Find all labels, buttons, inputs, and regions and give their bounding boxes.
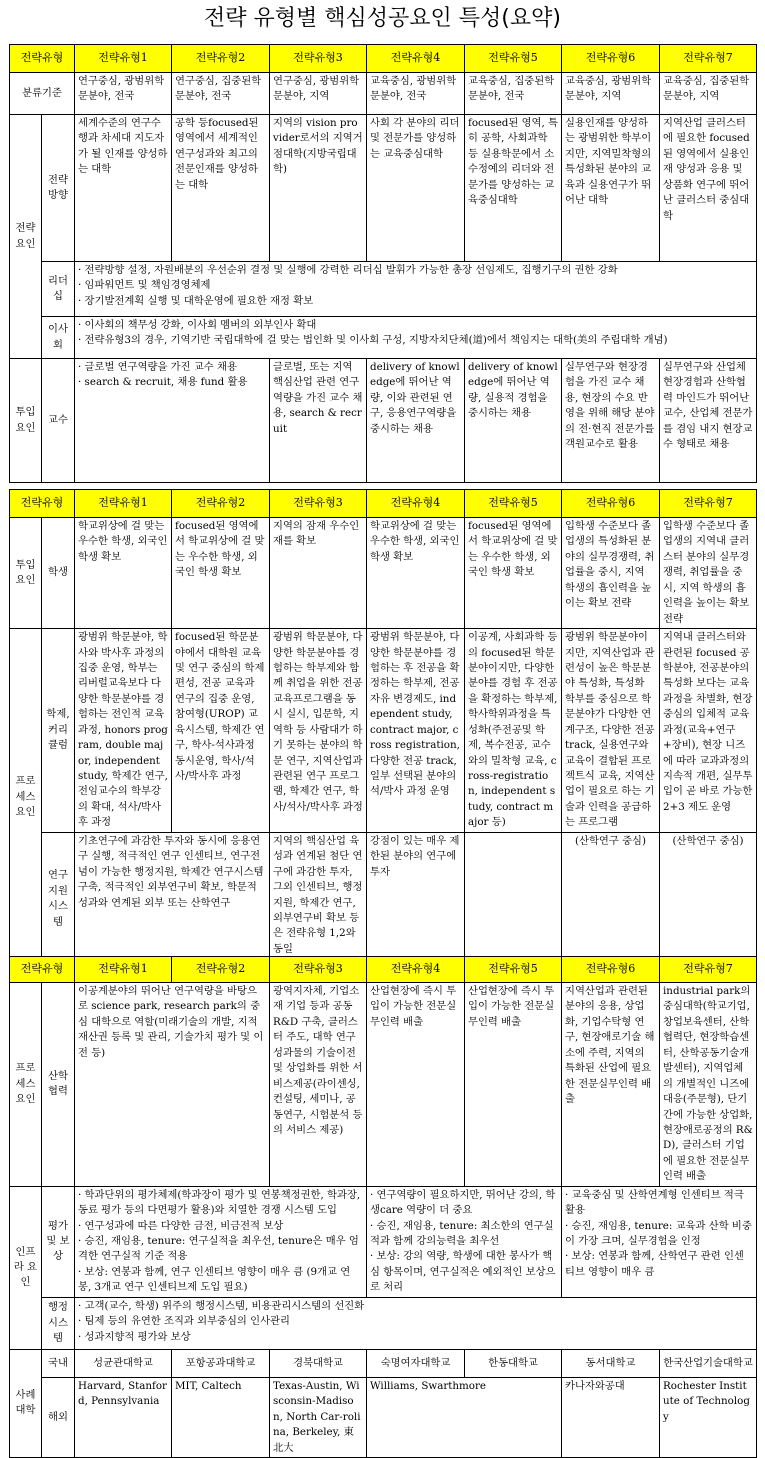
domestic-cell: 한동대학교	[465, 1349, 562, 1377]
page-title: 전략 유형별 핵심성공요인 특성(요약)	[204, 6, 561, 31]
foreign-cell: Williams, Swarthmore	[367, 1377, 562, 1457]
student-cell: focused된 영역에서 학교위상에 걸 맞는 우수한 학생, 외국인 학생 확보	[465, 518, 562, 629]
foreign-label: 해외	[42, 1377, 75, 1457]
classify-cell: 연구중심, 광범위학문분야, 전국	[75, 73, 172, 115]
classify-label: 분류기준	[10, 73, 75, 115]
indcoop-cell: 지역산업과 관련된 분야의 응용, 상업화, 기업수탁형 연구, 현장애로기술 해소에 주력, 지역의 특화된 산업에 필요한 전문실무인력 배출	[562, 983, 660, 1187]
domestic-cell: 경북대학교	[270, 1349, 367, 1377]
faculty-label: 교수	[42, 359, 75, 483]
research-cell: (산학연구 중심)	[562, 832, 660, 966]
direction-cell: 실용인재를 양성하는 광범위한 학부이지만, 지역밀착형의 특성화된 분야의 교육과 실용연구가 뛰어난 대학	[562, 115, 660, 262]
classify-cell: 교육중심, 집중된학문분야, 전국	[465, 73, 562, 115]
direction-cell: 공학 등focused된 영역에서 세계적인 연구성과와 최고의 전문인재를 양성하는 대학	[172, 115, 270, 262]
header-type-1: 전략유형1	[75, 45, 172, 73]
header-type-7: 전략유형7	[660, 45, 757, 73]
header-type-5: 전략유형5	[465, 490, 562, 518]
eval-cell-123: · 학과단위의 평가체제(학과장이 평가 및 연봉책정권한, 학과장, 동료 평가 등의 다면평가 활용)와 치열한 경쟁 시스템 도입 · 연구성과에 따른 다양한 금전, 비금전적 보상 · 승진, 재임용, tenure: 연구실적을 최우선, tenure은 매우 엄격한 연구실적 기준 적용 · 보상: 연봉과 함께, 연구 인센티브 영향이 매우 큼 (9개교 연봉, 3개교 연구 인센티브제 도입 필요)	[75, 1186, 367, 1297]
research-cell: 강점이 있는 매우 제한된 분야의 연구에 투자	[367, 832, 465, 966]
direction-cell: 지역의 vision provider로서의 지역거점대학(지방국립대학)	[270, 115, 367, 262]
header-type-2: 전략유형2	[172, 45, 270, 73]
student-cell: 학교위상에 걸 맞는 우수한 학생, 외국인 학생 확보	[367, 518, 465, 629]
header-type-5: 전략유형5	[465, 45, 562, 73]
curriculum-label: 학제, 커리큘럼	[42, 629, 75, 833]
direction-cell: 사회 각 분야의 리더 및 전문가를 양성하는 교육중심대학	[367, 115, 465, 262]
header-type-3: 전략유형3	[270, 957, 367, 983]
faculty-cell: delivery of knowledge에 뛰어난 역량, 이와 관련된 연구, 응용연구역량을 중시하는 채용	[367, 359, 465, 483]
process-factor-label: 프로세스 요인	[10, 983, 42, 1187]
header-type-4: 전략유형4	[367, 490, 465, 518]
direction-label: 전략 방향	[42, 115, 75, 262]
header-type-3: 전략유형3	[270, 490, 367, 518]
leadership-cell: · 전략방향 설정, 자원배분의 우선순위 결정 및 실행에 강력한 리더십 발휘가 가능한 총장 선임제도, 집행기구의 권한 강화 · 임파워먼트 및 책임경영체제 · 장기발전계획 실행 및 대학운영에 필요한 재정 확보	[75, 262, 757, 317]
student-cell: 학교위상에 걸 맞는 우수한 학생, 외국인 학생 확보	[75, 518, 172, 629]
section-strategy-table	[9, 44, 757, 483]
header-type-6: 전략유형6	[562, 45, 660, 73]
indcoop-cell-12: 이공계분야의 뛰어난 연구역량을 바탕으로 science park, research park의 중심 대학으로 역할(미래기술의 개발, 지적재산권 등록 및 관리, 기술가치 평가 및 이전 등)	[75, 983, 270, 1187]
eval-cell-67: · 교육중심 및 산학연계형 인센티브 적극 활용 · 승진, 재임용, tenure: 교육과 산학 비중이 가장 크며, 실무경험을 인정 · 보상: 연봉과 함께, 산학연구 관련 인센티브 영향이 매우 큼	[562, 1186, 757, 1297]
research-cell: (산학연구 중심)	[660, 832, 757, 966]
header-strategy: 전략유형	[10, 957, 75, 983]
classify-cell: 교육중심, 집중된학문분야, 지역	[660, 73, 757, 115]
case-label: 사례 대학	[10, 1349, 42, 1457]
faculty-cell: delivery of knowledge에 뛰어난 역량, 실용적 경험을 중시하는 채용	[465, 359, 562, 483]
research-cell-12: 기초연구에 과감한 투자와 동시에 응용연구 실행, 적극적인 연구 인센티브, 연구전념이 가능한 행정지원, 학제간 연구시스템 구축, 적극적인 외부연구비 확보, 학문적 성과와 연계된 외부 또는 산학연구	[75, 832, 270, 966]
student-cell: focused된 영역에서 학교위상에 걸 맞는 우수한 학생, 외국인 학생 확보	[172, 518, 270, 629]
curriculum-cell: 광범위 학문분야, 학사와 박사후 과정의 집중 운영, 학부는 리버럴교육보다 다양한 학문분야를 경험하는 전인적 교육과정, honors program, double major, independent study, 학제간 연구, 전임교수의 학부강의 확대, 석사/박사후 과정	[75, 629, 172, 833]
input-factor-label: 투입 요인	[10, 518, 42, 629]
domestic-cell: 동서대학교	[562, 1349, 660, 1377]
student-cell: 입학생 수준보다 졸업생의 특성화된 분야의 실무경쟁력, 취업률을 중시, 지역 학생의 흡인력을 높이는 확보 전략	[562, 518, 660, 629]
student-label: 학생	[42, 518, 75, 629]
process-factor-label: 프로세스 요인	[10, 629, 42, 967]
indcoop-cell: 산업현장에 즉시 투입이 가능한 전문실무인력 배출	[367, 983, 465, 1187]
curriculum-cell: 지역내 클러스터와 관련된 focused 공학분야, 전공분야의 특성화 보다는 교육과정을 차별화, 현장중심의 입체적 교육과정(교육+연구+장비), 현장 니즈에 따라 교과과정의 지속적 개편, 실무투입이 곧 바로 가능한 2+3 제도 운영	[660, 629, 757, 833]
domestic-cell: 성균관대학교	[75, 1349, 172, 1377]
faculty-cell: 실무연구와 산업체 현장경험과 산학협력 마인드가 뛰어난 교수, 산업체 전문가를 겸임 내지 현장교수 형태로 채용	[660, 359, 757, 483]
research-cell: 지역의 핵심산업 육성과 연계된 첨단 연구에 과감한 투자, 그외 인센티브, 행정지원, 학제간 연구, 외부연구비 확보 등은 전략유형 1,2와 동일	[270, 832, 367, 966]
header-type-1: 전략유형1	[75, 490, 172, 518]
student-cell: 지역의 잠재 우수인재를 확보	[270, 518, 367, 629]
section-infra-table	[9, 956, 757, 1458]
research-label: 연구 지원 시스템	[42, 832, 75, 966]
foreign-cell: Harvard, Stanford, Pennsylvania	[75, 1377, 172, 1457]
faculty-cell: 글로벌, 또는 지역 핵심산업 관련 연구역량을 가진 교수 채용, search & recruit	[270, 359, 367, 483]
header-type-4: 전략유형4	[367, 957, 465, 983]
eval-label: 평가 및 보상	[42, 1186, 75, 1297]
domestic-cell: 포항공과대학교	[172, 1349, 270, 1377]
admin-cell: · 고객(교수, 학생) 위주의 행정시스템, 비용관리시스템의 선진화 · 팀제 등의 유연한 조직과 외부중심의 인사관리 · 성과지향적 평가와 보상	[75, 1297, 757, 1349]
domestic-label: 국내	[42, 1349, 75, 1377]
direction-cell: focused된 영역, 특히 공학, 사회과학 등 실용학문에서 소수정예의 리더와 전문가를 양성하는 교육중심대학	[465, 115, 562, 262]
research-cell	[465, 832, 562, 966]
curriculum-cell: 광범위 학문분야이지만, 지역산업과 관련성이 높은 학문분야 특성화, 특성화 학부를 중심으로 학문분야가 다양한 연계구조, 다양한 전공 track, 실용연구와 교육이 결합된 프로젝트식 교육, 지역산업이 필요로 하는 기술과 인력을 공급하는 프로그램	[562, 629, 660, 833]
indcoop-cell: 산업현장에 즉시 투입이 가능한 전문실무인력 배출	[465, 983, 562, 1187]
faculty-cell-12: · 글로벌 연구역량을 가진 교수 채용 · search & recruit, 채용 fund 활용	[75, 359, 270, 483]
header-type-3: 전략유형3	[270, 45, 367, 73]
classify-cell: 교육중심, 광범위학문분야, 지역	[562, 73, 660, 115]
curriculum-cell: focused된 학문분야에서 대학원 교육 및 연구 중심의 학제 편성, 전공 교육과 연구의 집중 운영, 참여형(UROP) 교육시스템, 학제간 연구, 학사-석사과정 동시운영, 학사/석사/박사후 과정	[172, 629, 270, 833]
header-type-6: 전략유형6	[562, 957, 660, 983]
header-type-5: 전략유형5	[465, 957, 562, 983]
header-type-1: 전략유형1	[75, 957, 172, 983]
section-process-table	[9, 489, 757, 967]
admin-label: 행정 시스템	[42, 1297, 75, 1349]
indcoop-cell: 광역지자체, 기업소재 기업 등과 공동 R&D 구축, 클러스터 주도, 대학 연구성과물의 기술이전 및 상업화를 위한 서비스제공(라이센싱, 컨설팅, 세미나, 공동연구, 시험분석 등의 서비스 제공)	[270, 983, 367, 1187]
foreign-cell: 카나자와공대	[562, 1377, 660, 1457]
domestic-cell: 숙명여자대학교	[367, 1349, 465, 1377]
direction-cell: 세계수준의 연구수행과 차세대 지도자가 될 인재를 양성하는 대학	[75, 115, 172, 262]
classify-cell: 연구중심, 광범위학문분야, 지역	[270, 73, 367, 115]
infra-factor-label: 인프라 요인	[10, 1186, 42, 1349]
header-strategy: 전략유형	[10, 490, 75, 518]
header-type-7: 전략유형7	[660, 957, 757, 983]
header-type-7: 전략유형7	[660, 490, 757, 518]
indcoop-label: 산학 협력	[42, 983, 75, 1187]
curriculum-cell: 광범위 학문분야, 다양한 학문분야를 경험하는 후 전공을 확정하는 학부제, 전공자유 변경제도, independent study, contract major, cross registration, 다양한 전공 track, 일부 선택된 분야의 석/박사 과정 운영	[367, 629, 465, 833]
classify-cell: 교육중심, 광범위학문분야, 전국	[367, 73, 465, 115]
header-type-2: 전략유형2	[172, 957, 270, 983]
header-strategy: 전략유형	[10, 45, 75, 73]
board-cell: · 이사회의 책무성 강화, 이사회 멤버의 외부인사 확대 · 전략유형3의 경우, 기역기반 국립대학에 걸 맞는 법인화 및 이사회 구성, 지방자치단체(道)에서 책임지는 대학(美의 주립대학 개념)	[75, 317, 757, 359]
curriculum-cell: 이공계, 사회과학 등의 focused된 학문분야이지만, 다양한 분야를 경험 후 전공을 확정하는 학부제, 학사학위과정을 특성화(주전공및 학제, 복수전공, 교수와의 밀착형 교육, cross-registration, independent study, contract major 등)	[465, 629, 562, 833]
board-label: 이사회	[42, 317, 75, 359]
classify-cell: 연구중심, 집중된학문분야, 전국	[172, 73, 270, 115]
header-type-4: 전략유형4	[367, 45, 465, 73]
curriculum-cell: 광범위 학문분야, 다양한 학문분야를 경험하는 학부제와 함께 취업을 위한 전공 교육프로그램을 동시 실시, 입문학, 지역학 등 사람대가 하기 못하는 분야의 학문 연구, 지역산업과 관련된 연구 프로그램, 학제간 연구, 학사/석사/박사후 과정	[270, 629, 367, 833]
domestic-cell: 한국산업기술대학교	[660, 1349, 757, 1377]
student-cell: 입학생 수준보다 졸업생의 지역내 클러스터 분야의 실무경쟁력, 취업률을 중시, 지역 학생의 흡인력을 높이는 확보 전략	[660, 518, 757, 629]
header-type-6: 전략유형6	[562, 490, 660, 518]
eval-cell-45: · 연구역량이 필요하지만, 뛰어난 강의, 학생care 역량이 더 중요 · 승진, 재임용, tenure: 최소한의 연구실적과 함께 강의능력을 최우선 · 보상: 강의 역량, 학생에 대한 봉사가 핵심 항목이며, 연구실적은 예외적인 보상으로 처리	[367, 1186, 562, 1297]
foreign-cell: Texas-Austin, Wisconsin-Madison, North Car-rolina, Berkeley, 東北大	[270, 1377, 367, 1457]
input-factor-label: 투입 요인	[10, 359, 42, 483]
indcoop-cell: industrial park의 중심대학(학교기업, 창업보육센터, 산학협력단, 현장학습센터, 산학공동기술개발센터), 지역업체의 개별적인 니즈에 대응(주문형), 단기간에 가능한 상업화, 현장애로공정의 R&D), 클러스터 기업에 필요한 전문실무인력 배출	[660, 983, 757, 1187]
foreign-cell: MIT, Caltech	[172, 1377, 270, 1457]
direction-cell: 지역산업 클러스터에 필요한 focused된 영역에서 실용인재 양성과 응용 및 상품화 연구에 뛰어난 클러스터 중심대학	[660, 115, 757, 262]
foreign-cell: Rochester Institute of Technology	[660, 1377, 757, 1457]
leadership-label: 리더십	[42, 262, 75, 317]
strategy-factor-label: 전략 요인	[10, 115, 42, 359]
faculty-cell: 실무연구와 현장경험을 가진 교수 채용, 현장의 수요 반영을 위해 해당 분야의 전·현직 전문가를 객원교수로 활용	[562, 359, 660, 483]
header-type-2: 전략유형2	[172, 490, 270, 518]
